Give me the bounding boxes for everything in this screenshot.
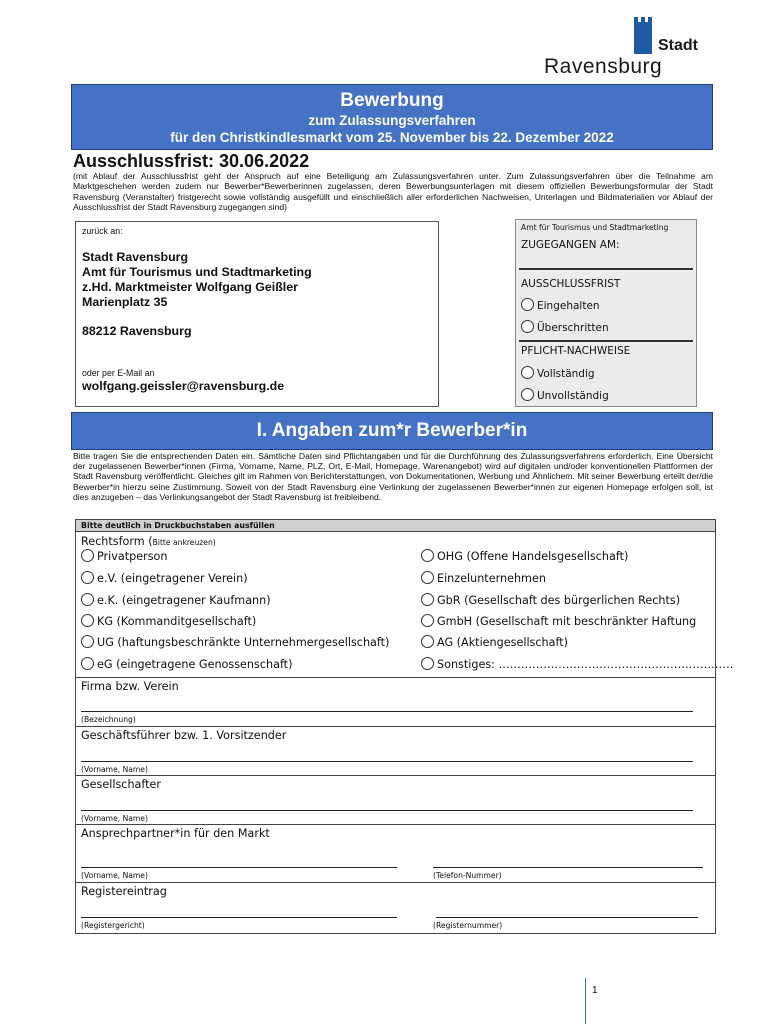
option-ug[interactable]: UG (haftungsbeschränkte Unternehmergesellschaft) [81, 635, 389, 649]
kept-option[interactable]: Eingehalten [521, 298, 600, 312]
register-court-input[interactable] [81, 917, 397, 918]
legal-form-row [76, 533, 734, 678]
title-banner [71, 84, 713, 150]
option-sonstiges[interactable]: Sonstiges: ……………………………………………………… [421, 657, 733, 671]
option-gmbh[interactable]: GmbH (Gesellschaft mit beschränkter Haftung [421, 614, 696, 628]
radio-circle-icon[interactable] [421, 593, 434, 606]
return-label: zurück an: [82, 226, 123, 236]
event-dates: für den Christkindlesmarkt vom 25. November bis 22. Dezember 2022 [170, 130, 614, 145]
radio-circle-icon[interactable] [521, 388, 534, 401]
manager-label: Geschäftsführer bzw. 1. Vorsitzender [81, 729, 287, 742]
divider-line [519, 340, 693, 342]
radio-circle-icon[interactable] [81, 657, 94, 670]
manager-row [76, 727, 715, 776]
received-line [519, 268, 693, 270]
partner-label: Gesellschafter [81, 778, 162, 791]
option-ohg[interactable]: OHG (Offene Handelsgesellschaft) [421, 549, 628, 563]
section-title: I. Angaben zum*r Bewerber*in [71, 412, 713, 450]
company-caption: (Bezeichnung) [81, 715, 136, 724]
option-ag[interactable]: AG (Aktiengesellschaft) [421, 635, 568, 649]
company-label: Firma bzw. Verein [81, 680, 179, 693]
page-subtitle: zum Zulassungsverfahren [308, 113, 476, 128]
form-instruction: Bitte deutlich in Druckbuchstaben ausfüllen [76, 520, 715, 532]
radio-circle-icon[interactable] [421, 614, 434, 627]
partner-input[interactable] [81, 810, 693, 811]
page-number-bar [585, 978, 586, 1024]
radio-circle-icon[interactable] [81, 571, 94, 584]
radio-circle-icon[interactable] [521, 320, 534, 333]
radio-circle-icon[interactable] [81, 549, 94, 562]
applicant-form [75, 519, 734, 934]
contact-label: Ansprechpartner*in für den Markt [81, 827, 270, 840]
manager-caption: (Vorname, Name) [81, 765, 148, 774]
incomplete-option[interactable]: Unvollständig [521, 388, 609, 402]
address-line-1: Stadt Ravensburg [82, 250, 189, 264]
received-label: ZUGEGANGEN AM: [521, 239, 620, 251]
office-use-box [515, 219, 697, 407]
legal-form-label: Rechtsform (Bitte ankreuzen) [81, 535, 216, 548]
logo-brand: Stadt [658, 37, 698, 54]
radio-circle-icon[interactable] [421, 635, 434, 648]
radio-circle-icon[interactable] [81, 614, 94, 627]
email-address[interactable]: wolfgang.geissler@ravensburg.de [82, 379, 285, 393]
radio-circle-icon[interactable] [421, 571, 434, 584]
proofs-label: PFLICHT-NACHWEISE [521, 345, 631, 357]
register-number-input[interactable] [436, 917, 698, 918]
city-logo [542, 22, 712, 80]
address-line-2: Amt für Tourismus und Stadtmarketing [82, 265, 312, 279]
register-row [76, 883, 715, 932]
address-line-4: Marienplatz 35 [82, 295, 168, 309]
radio-circle-icon[interactable] [521, 366, 534, 379]
radio-circle-icon[interactable] [81, 635, 94, 648]
return-address-box [75, 221, 439, 407]
page-number: 1 [592, 985, 598, 996]
register-label: Registereintrag [81, 885, 167, 898]
radio-circle-icon[interactable] [521, 298, 534, 311]
contact-name-caption: (Vorname, Name) [81, 871, 148, 880]
intro-text: (mit Ablauf der Ausschlussfrist geht der Anspruch auf eine Beteiligung am Zulassungsverfahren unter. Zum Zulassungsverfahren über die Teilnahme am Marktgeschehen werden zudem nur Bewerber*Bewerberinnen zugelassen, deren Bewerbungsunterlagen mit diesem offiziellen Bewerbungsformular der Stadt Ravensburg (Veranstalter) fristgerecht sowie vollständig ausgefüllt und einschließlich aller erforderlichen Nachweisen, Unterlagen und Bildmaterialien vor Ablauf der Ausschlussfrist der Stadt Ravensburg zugegangen sind) [73, 171, 713, 213]
manager-input[interactable] [81, 761, 693, 762]
option-ev[interactable]: e.V. (eingetragener Verein) [81, 571, 248, 585]
option-privatperson[interactable]: Privatperson [81, 549, 167, 563]
option-einzelunternehmen[interactable]: Einzelunternehmen [421, 571, 546, 585]
radio-circle-icon[interactable] [81, 593, 94, 606]
option-ek[interactable]: e.K. (eingetragener Kaufmann) [81, 593, 271, 607]
contact-row [76, 825, 715, 883]
register-number-caption: (Registernummer) [433, 921, 503, 930]
option-gbr[interactable]: GbR (Gesellschaft des bürgerlichen Rechts) [421, 593, 680, 607]
page-title: Bewerbung [340, 90, 444, 111]
option-kg[interactable]: KG (Kommanditgesellschaft) [81, 614, 256, 628]
company-row [76, 678, 715, 727]
register-court-caption: (Registergericht) [81, 921, 145, 930]
contact-phone-input[interactable] [433, 867, 703, 868]
email-label: oder per E-Mail an [82, 368, 155, 378]
deadline-heading: Ausschlussfrist: 30.06.2022 [73, 151, 310, 171]
partner-row [76, 776, 715, 825]
contact-phone-caption: (Telefon-Nummer) [433, 871, 502, 880]
deadline-status-label: AUSSCHLUSSFRIST [521, 278, 621, 290]
section-intro: Bitte tragen Sie die entsprechenden Daten ein. Sämtliche Daten sind Pflichtangaben und für die Durchführung des Zulassungsverfahrens erforderlich. Eine Übersicht der zugelassenen Bewerber*innen (Firma, Vorname, Name, PLZ, Ort, E-Mail, Homepage, Warenangebot) wird auf digitalen und/oder konventionellen Plattformen der Stadt Ravensburg veröffentlicht. Gleiches gilt im Rahmen von Berichterstattungen, von Dokumentationen, Werbung und Ähnlichem. Mit seiner Bewerbung erteilt der/die Bewerber*in hierzu seine Zustimmung. Soweit von der Stadt Ravensburg eine Verlinkung der zugelassenen Bewerber*innen zur eigenen Homepage erfolgen soll, ist dies anzugeben – das Verlinkungsangebot der Stadt Ravensburg ist freibleibend. [73, 451, 713, 502]
company-input[interactable] [81, 711, 693, 712]
address-city: 88212 Ravensburg [82, 324, 192, 338]
contact-name-input[interactable] [81, 867, 397, 868]
partner-caption: (Vorname, Name) [81, 814, 148, 823]
option-eg[interactable]: eG (eingetragene Genossenschaft) [81, 657, 292, 671]
exceeded-option[interactable]: Überschritten [521, 320, 609, 334]
address-line-3: z.Hd. Marktmeister Wolfgang Geißler [82, 280, 298, 294]
radio-circle-icon[interactable] [421, 549, 434, 562]
tower-icon [634, 22, 652, 54]
radio-circle-icon[interactable] [421, 657, 434, 670]
complete-option[interactable]: Vollständig [521, 366, 595, 380]
office-heading: Amt für Tourismus und Stadtmarketing [521, 223, 669, 232]
logo-city: Ravensburg [544, 55, 663, 78]
